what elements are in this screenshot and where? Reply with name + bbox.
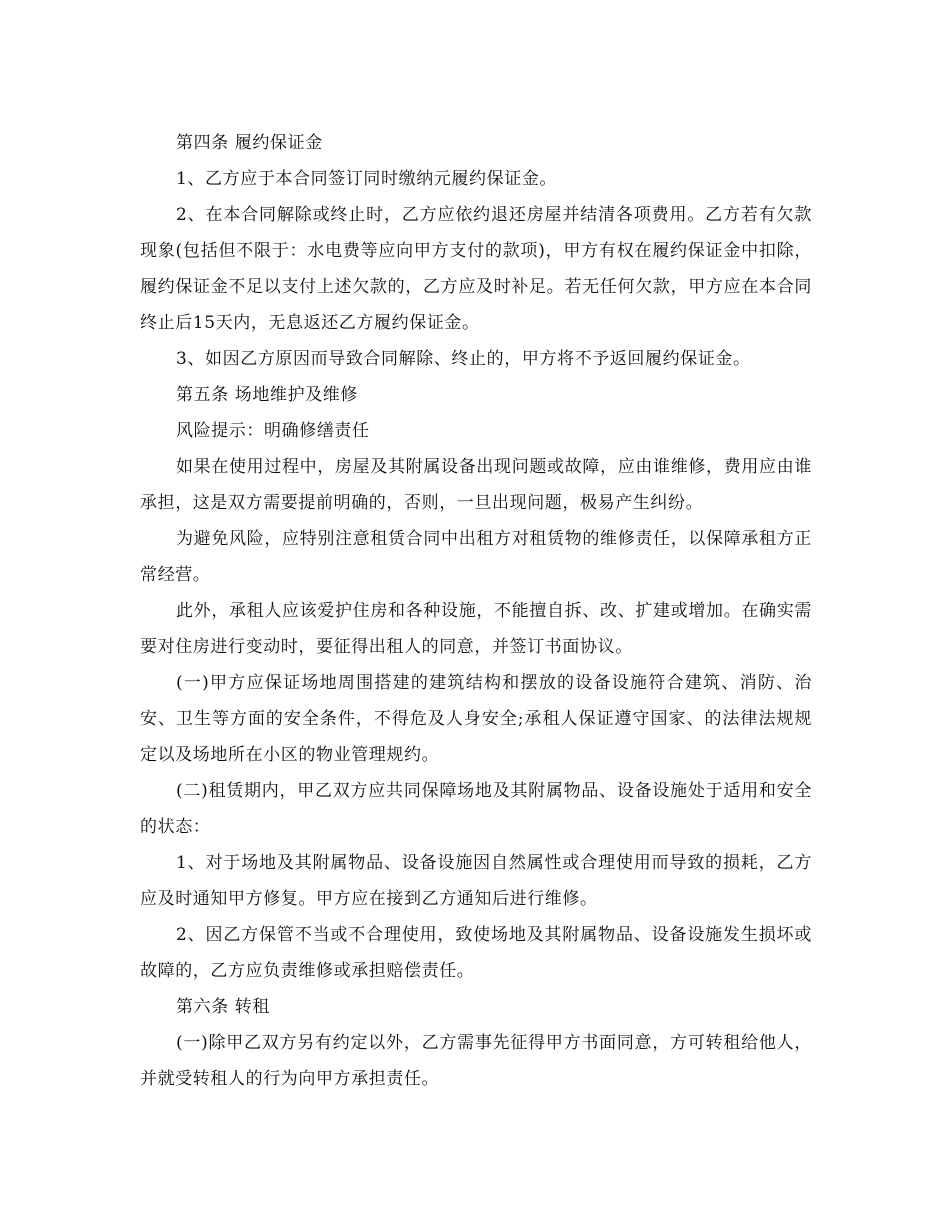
article-6-item-1: (一)除甲乙双方另有约定以外，乙方需事先征得甲方书面同意，方可转租给他人，并就受转租人的行为向甲方承担责任。 <box>140 1033 812 1089</box>
article-5-paragraph: 如果在使用过程中，房屋及其附属设备出现问题或故障，应由谁维修，费用应由谁承担，这是双方需要提前明确的，否则，一旦出现问题，极易产生纠纷。 <box>140 457 812 513</box>
article-5-item-1: (一)甲方应保证场地周围搭建的建筑结构和摆放的设备设施符合建筑、消防、治安、卫生等方面的安全条件，不得危及人身安全;承租人保证遵守国家、的法律法规规定以及场地所在小区的物业管理规约。 <box>140 673 812 765</box>
document-body <box>140 125 812 1097</box>
article-4-clause-2: 2、在本合同解除或终止时，乙方应依约退还房屋并结清各项费用。乙方若有欠款现象(包括但不限于：水电费等应向甲方支付的款项)，甲方有权在履约保证金中扣除，履约保证金不足以支付上述欠款的，乙方应及时补足。若无任何欠款，甲方应在本合同终止后15天内，无息返还乙方履约保证金。 <box>140 205 812 333</box>
article-4-clause-3: 3、如因乙方原因而导致合同解除、终止的，甲方将不予返回履约保证金。 <box>176 349 751 369</box>
article-5-item-2: (二)租赁期内，甲乙双方应共同保障场地及其附属物品、设备设施处于适用和安全的状态： <box>140 781 812 837</box>
article-5-subclause-1: 1、对于场地及其附属物品、设备设施因自然属性或合理使用而导致的损耗，乙方应及时通知甲方修复。甲方应在接到乙方通知后进行维修。 <box>140 853 812 909</box>
article-5-paragraph: 此外，承租人应该爱护住房和各种设施，不能擅自拆、改、扩建或增加。在确实需要对住房进行变动时，要征得出租人的同意，并签订书面协议。 <box>140 601 812 657</box>
risk-tip: 风险提示：明确修缮责任 <box>176 421 370 441</box>
article-5-subclause-2: 2、因乙方保管不当或不合理使用，致使场地及其附属物品、设备设施发生损坏或故障的，乙方应负责维修或承担赔偿责任。 <box>140 925 812 981</box>
article-5-paragraph: 为避免风险，应特别注意租赁合同中出租方对租赁物的维修责任，以保障承租方正常经营。 <box>140 529 812 585</box>
article-6-heading: 第六条 转租 <box>176 997 271 1017</box>
article-4-heading: 第四条 履约保证金 <box>176 133 323 153</box>
article-5-heading: 第五条 场地维护及维修 <box>176 385 359 405</box>
article-4-clause-1: 1、乙方应于本合同签订同时缴纳元履约保证金。 <box>176 169 558 189</box>
